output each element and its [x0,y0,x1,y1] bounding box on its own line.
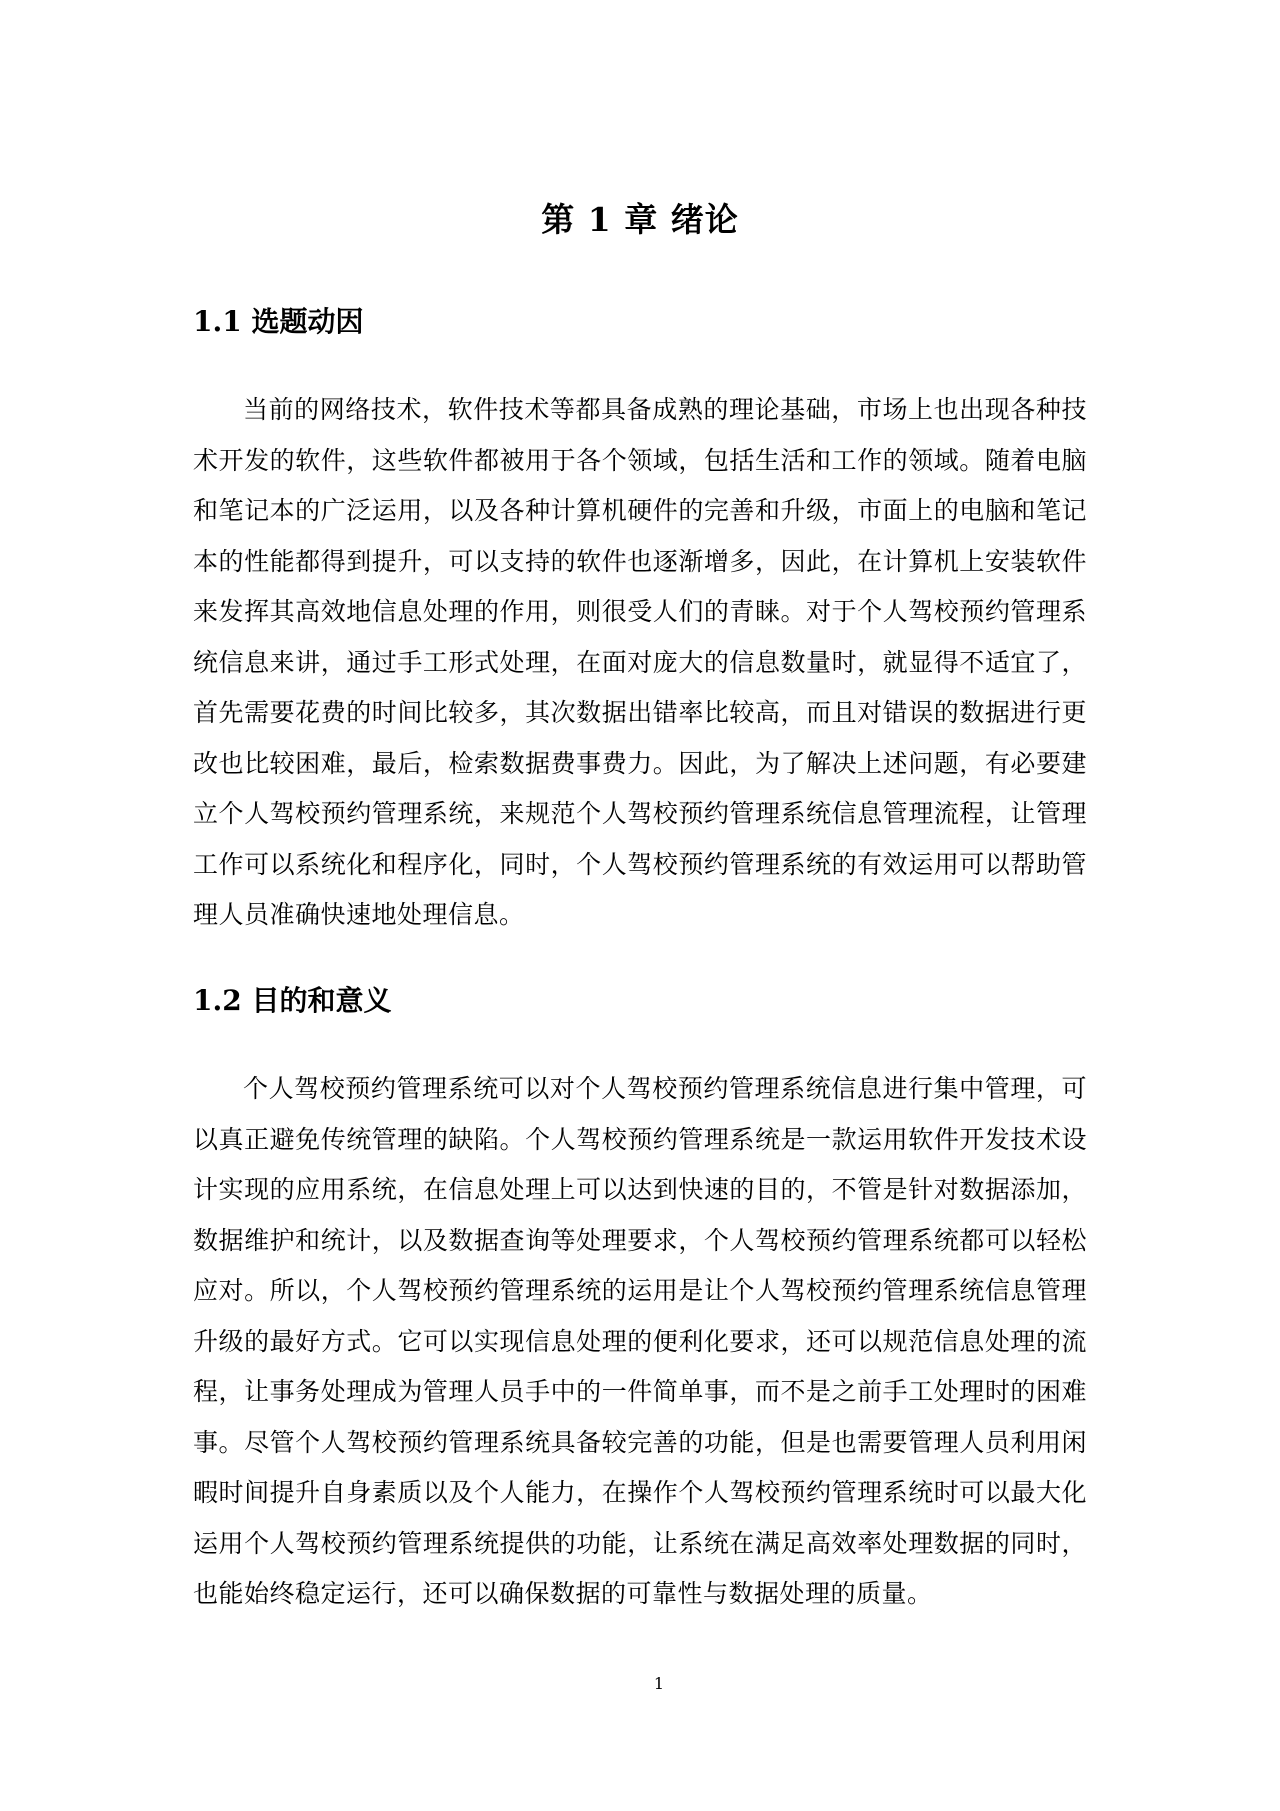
page-number: 1 [653,1674,665,1693]
section-paragraph-1-1: 当前的网络技术，软件技术等都具备成熟的理论基础，市场上也出现各种技术开发的软件，这些软件都被用于各个领域，包括生活和工作的领域。随着电脑和笔记本的广泛运用，以及各种计算机硬件的完善和升级，市面上的电脑和笔记本的性能都得到提升，可以支持的软件也逐渐增多，因此，在计算机上安装软件来发挥其高效地信息处理的作用，则很受人们的青睐。对于个人驾校预约管理系统信息来讲，通过手工形式处理，在面对庞大的信息数量时，就显得不适宜了，首先需要花费的时间比较多，其次数据出错率比较高，而且对错误的数据进行更改也比较困难，最后，检索数据费事费力。因此，为了解决上述问题，有必要建立个人驾校预约管理系统，来规范个人驾校预约管理系统信息管理流程，让管理工作可以系统化和程序化，同时，个人驾校预约管理系统的有效运用可以帮助管理人员准确快速地处理信息。 [193,395,1087,929]
section-paragraph-1-2: 个人驾校预约管理系统可以对个人驾校预约管理系统信息进行集中管理，可以真正避免传统管理的缺陷。个人驾校预约管理系统是一款运用软件开发技术设计实现的应用系统，在信息处理上可以达到快速的目的，不管是针对数据添加，数据维护和统计，以及数据查询等处理要求，个人驾校预约管理系统都可以轻松应对。所以，个人驾校预约管理系统的运用是让个人驾校预约管理系统信息管理升级的最好方式。它可以实现信息处理的便利化要求，还可以规范信息处理的流程，让事务处理成为管理人员手中的一件简单事，而不是之前手工处理时的困难事。尽管个人驾校预约管理系统具备较完善的功能，但是也需要管理人员利用闲暇时间提升自身素质以及个人能力，在操作个人驾校预约管理系统时可以最大化运用个人驾校预约管理系统提供的功能，让系统在满足高效率处理数据的同时，也能始终稳定运行，还可以确保数据的可靠性与数据处理的质量。 [193,1074,1087,1608]
section-heading-1-2: 1.2 目的和意义 [193,984,392,1017]
section-heading-1-1: 1.1 选题动因 [193,305,364,338]
chapter-title: 第 1 章 绪论 [541,200,739,239]
